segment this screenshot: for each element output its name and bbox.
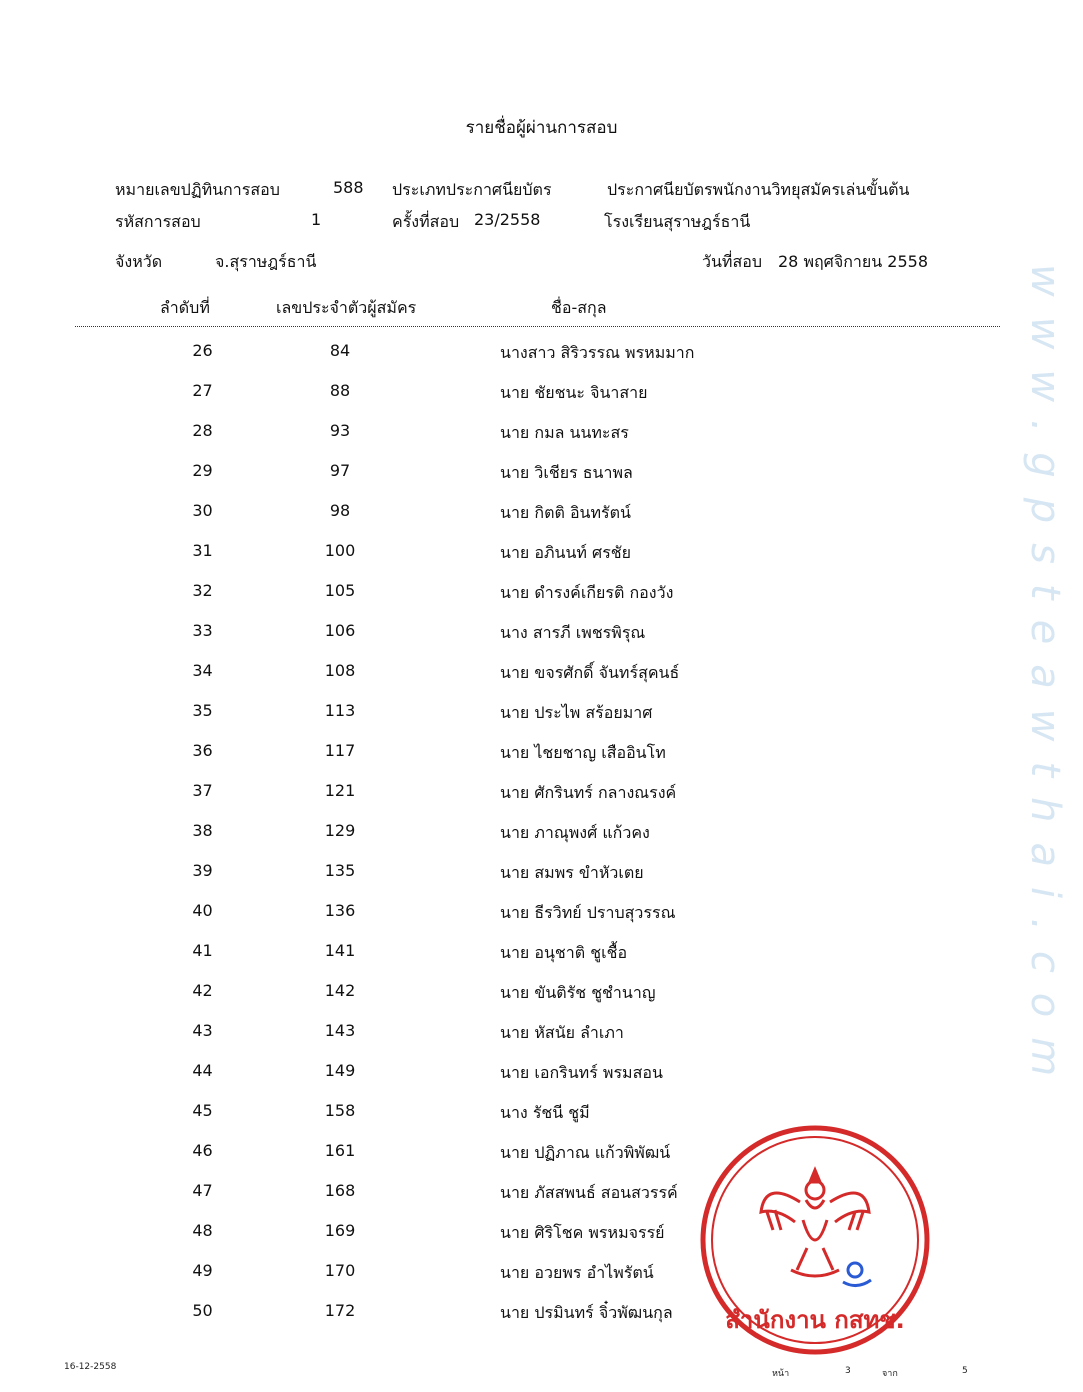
date-label: วันที่สอบ	[702, 252, 762, 271]
page-current: 3	[845, 1366, 851, 1376]
row-seq: 41	[192, 941, 213, 960]
table-row	[0, 1021, 1083, 1051]
table-row	[0, 581, 1083, 611]
row-seq: 45	[192, 1101, 213, 1120]
table-row	[0, 661, 1083, 691]
table-row	[0, 701, 1083, 731]
round-value: 23/2558	[474, 210, 541, 229]
table-row	[0, 741, 1083, 771]
row-number: 158	[324, 1101, 356, 1120]
row-number: 142	[324, 981, 356, 1000]
row-name: นาย เอกรินทร์ พรมสอน	[500, 1063, 663, 1082]
row-number: 100	[324, 541, 356, 560]
row-name: นาง รัชนี ชูมี	[500, 1103, 590, 1122]
row-number: 105	[324, 581, 356, 600]
venue: โรงเรียนสุราษฎร์ธานี	[604, 212, 751, 231]
row-name: นาย อนุชาติ ชูเชื้อ	[500, 943, 628, 962]
row-number: 172	[324, 1301, 356, 1320]
row-seq: 40	[192, 901, 213, 920]
row-seq: 38	[192, 821, 213, 840]
table-row	[0, 981, 1083, 1011]
table-row	[0, 501, 1083, 531]
row-name: นาย ปรมินทร์ จิ๋วพัฒนกุล	[500, 1303, 673, 1322]
row-seq: 42	[192, 981, 213, 1000]
garuda-emblem-icon	[761, 1170, 869, 1276]
header-divider	[75, 326, 1000, 327]
row-seq: 28	[192, 421, 213, 440]
print-date: 16-12-2558	[64, 1362, 117, 1372]
table-row	[0, 1061, 1083, 1091]
type-value: ประกาศนียบัตรพนักงานวิทยุสมัครเล่นขั้นต้น	[607, 180, 910, 199]
row-number: 113	[324, 701, 356, 720]
row-seq: 35	[192, 701, 213, 720]
row-name: นาย อภินนท์ ศรชัย	[500, 543, 632, 562]
row-seq: 26	[192, 341, 213, 360]
column-seq: ลำดับที่	[160, 298, 210, 317]
watermark: www.gpsteawthai.com	[1022, 263, 1068, 1097]
office-seal	[695, 1120, 935, 1360]
row-name: นาย ปฏิภาณ แก้วพิพัฒน์	[500, 1143, 671, 1162]
permit-value: 588	[333, 178, 364, 197]
row-name: นาย ภาณุพงศ์ แก้วคง	[500, 823, 650, 842]
row-number: 149	[324, 1061, 356, 1080]
row-seq: 29	[192, 461, 213, 480]
row-name: นาย กมล นนทะสร	[500, 423, 629, 442]
page-label: หน้า	[772, 1369, 790, 1379]
province-label: จังหวัด	[115, 252, 163, 271]
row-seq: 46	[192, 1141, 213, 1160]
row-name: นาย ไชยชาญ เสืออินโท	[500, 743, 666, 762]
row-number: 136	[324, 901, 356, 920]
row-number: 106	[324, 621, 356, 640]
row-number: 170	[324, 1261, 356, 1280]
row-name: นาย กิตติ อินทรัตน์	[500, 503, 631, 522]
row-seq: 37	[192, 781, 213, 800]
column-name: ชื่อ-สกุล	[551, 298, 607, 317]
table-row	[0, 621, 1083, 651]
row-number: 161	[324, 1141, 356, 1160]
row-number: 143	[324, 1021, 356, 1040]
table-row	[0, 461, 1083, 491]
province-value: จ.สุราษฎร์ธานี	[215, 252, 317, 271]
row-seq: 48	[192, 1221, 213, 1240]
seal-text: สำนักงาน กสทช.	[725, 1306, 905, 1334]
row-name: นาย ขันติรัช ชูชำนาญ	[500, 983, 656, 1002]
page-title: รายชื่อผู้ผ่านการสอบ	[465, 118, 618, 138]
code-label: รหัสการสอบ	[115, 212, 201, 231]
table-row	[0, 861, 1083, 891]
row-number: 97	[329, 461, 351, 480]
seal-mark-icon	[843, 1263, 871, 1286]
page-total: 5	[962, 1366, 968, 1376]
table-row	[0, 341, 1083, 371]
row-name: นาย ชัยชนะ จินาสาย	[500, 383, 648, 402]
table-row	[0, 821, 1083, 851]
row-number: 88	[329, 381, 351, 400]
row-name: นาย ศักรินทร์ กลางณรงค์	[500, 783, 677, 802]
row-seq: 30	[192, 501, 213, 520]
row-seq: 39	[192, 861, 213, 880]
row-number: 168	[324, 1181, 356, 1200]
row-name: นาย ดำรงค์เกียรติ กองวัง	[500, 583, 674, 602]
row-seq: 34	[192, 661, 213, 680]
row-name: นาย ขจรศักดิ์ จันทร์สุคนธ์	[500, 663, 680, 682]
row-seq: 50	[192, 1301, 213, 1320]
row-number: 121	[324, 781, 356, 800]
of-label: จาก	[882, 1369, 898, 1379]
row-name: นาย ประไพ สร้อยมาศ	[500, 703, 653, 722]
round-label: ครั้งที่สอบ	[392, 212, 460, 231]
row-seq: 43	[192, 1021, 213, 1040]
row-seq: 33	[192, 621, 213, 640]
row-name: นาย ธีรวิทย์ ปราบสุวรรณ	[500, 903, 676, 922]
date-value: 28 พฤศจิกายน 2558	[778, 252, 928, 271]
row-name: นาง สารภี เพชรพิรุณ	[500, 623, 646, 642]
row-name: นาย วิเชียร ธนาพล	[500, 463, 633, 482]
row-name: นาย หัสนัย ลำเภา	[500, 1023, 624, 1042]
row-number: 84	[329, 341, 351, 360]
row-number: 135	[324, 861, 356, 880]
row-number: 117	[324, 741, 356, 760]
row-seq: 32	[192, 581, 213, 600]
type-label: ประเภทประกาศนียบัตร	[392, 180, 552, 199]
row-number: 169	[324, 1221, 356, 1240]
row-seq: 47	[192, 1181, 213, 1200]
row-number: 108	[324, 661, 356, 680]
table-row	[0, 941, 1083, 971]
row-number: 129	[324, 821, 356, 840]
row-name: นาย สมพร ขำหัวเตย	[500, 863, 644, 882]
row-seq: 36	[192, 741, 213, 760]
code-value: 1	[311, 210, 322, 229]
row-name: นาย อวยพร อำไพรัตน์	[500, 1263, 654, 1282]
row-seq: 27	[192, 381, 213, 400]
table-row	[0, 541, 1083, 571]
row-name: นางสาว สิริวรรณ พรหมมาก	[500, 343, 695, 362]
row-seq: 31	[192, 541, 213, 560]
row-seq: 44	[192, 1061, 213, 1080]
table-row	[0, 381, 1083, 411]
row-name: นาย ศิริโชค พรหมจรรย์	[500, 1223, 665, 1242]
row-name: นาย ภัสสพนธ์ สอนสวรรค์	[500, 1183, 678, 1202]
row-number: 93	[329, 421, 351, 440]
row-number: 98	[329, 501, 351, 520]
column-number: เลขประจำตัวผู้สมัคร	[276, 298, 417, 317]
row-number: 141	[324, 941, 356, 960]
permit-label: หมายเลขปฏิทินการสอบ	[115, 180, 280, 199]
table-row	[0, 421, 1083, 451]
table-row	[0, 781, 1083, 811]
row-seq: 49	[192, 1261, 213, 1280]
table-row	[0, 901, 1083, 931]
